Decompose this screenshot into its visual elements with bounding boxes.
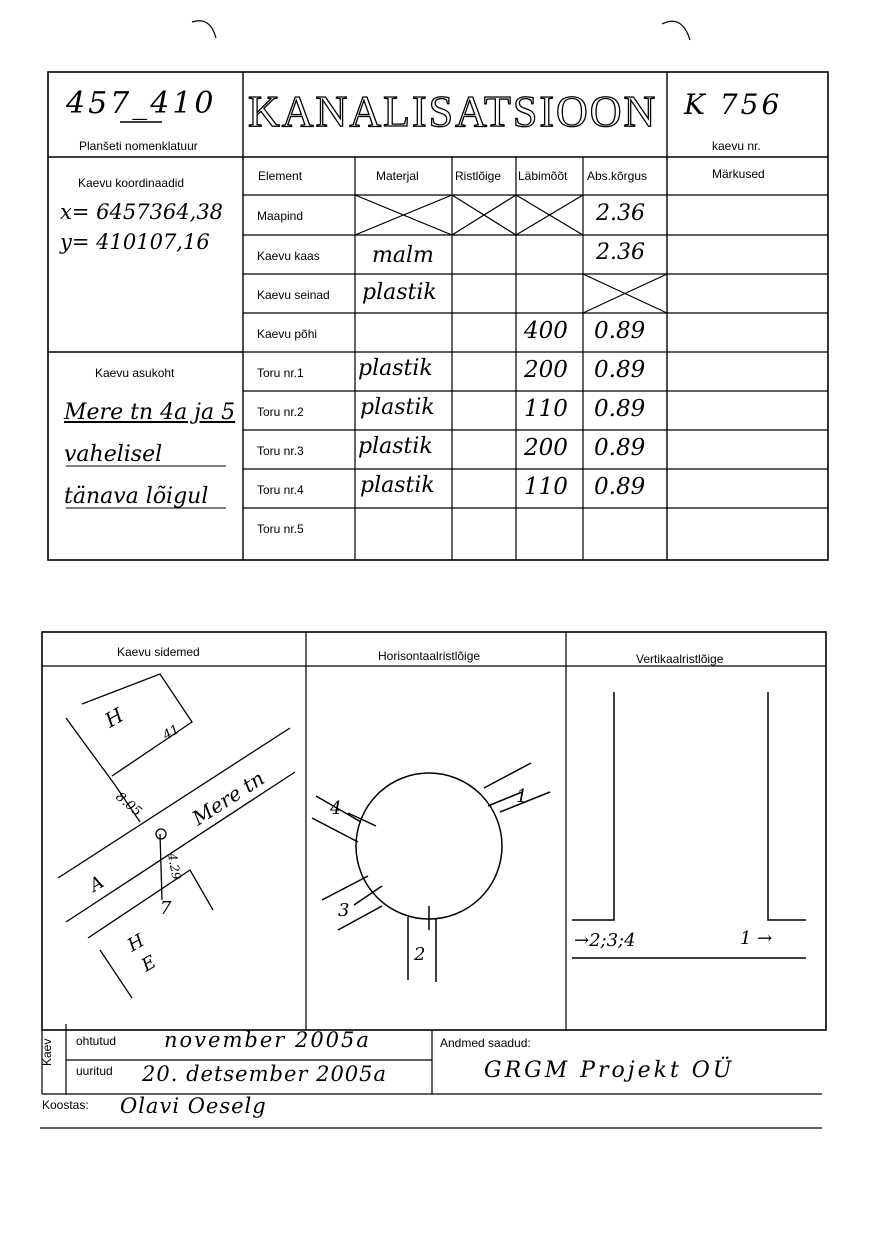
- row-material: plastik: [362, 280, 437, 305]
- row-elevation: 2.36: [596, 201, 645, 226]
- row-elevation: 0.89: [594, 435, 646, 461]
- ties-h-top: H: [100, 702, 128, 733]
- ties-41: 41: [160, 722, 183, 744]
- checked-value: november 2005a: [164, 1028, 371, 1052]
- row-element: Kaevu põhi: [257, 327, 318, 341]
- row-diameter: 200: [524, 435, 568, 461]
- pipe-label-4: 4: [330, 798, 342, 819]
- coordinate-y: y= 410107,16: [60, 230, 210, 254]
- row-elevation: 0.89: [594, 357, 646, 383]
- panels-sketch: [0, 600, 874, 1140]
- form-title: KANALISATSIOON: [248, 87, 658, 136]
- checked-label: ohtutud: [76, 1034, 117, 1048]
- nomenclature-label: Planšeti nomenklatuur: [79, 139, 198, 153]
- well-number-value: K 756: [684, 88, 783, 121]
- row-element: Toru nr.4: [257, 483, 304, 497]
- location-label: Kaevu asukoht: [95, 366, 175, 380]
- ties-e: E: [138, 951, 160, 977]
- coordinates-label: Kaevu koordinaadid: [78, 176, 185, 190]
- footer-side-label: Kaev: [40, 1038, 54, 1066]
- pipe-label-3: 3: [338, 900, 350, 921]
- row-diameter: 110: [524, 474, 568, 500]
- row-element: Kaevu kaas: [257, 249, 320, 263]
- row-diameter: 400: [524, 318, 568, 344]
- row-material: plastik: [360, 395, 435, 420]
- row-elevation: 2.36: [596, 240, 645, 265]
- location-line-1: Mere tn 4a ja 5: [64, 400, 236, 425]
- row-element: Toru nr.3: [257, 444, 304, 458]
- header-diameter: Läbimõõt: [518, 169, 568, 183]
- ties-distance-bottom: 4.29: [165, 852, 184, 881]
- row-material: plastik: [358, 434, 433, 459]
- compiled-label: Koostas:: [42, 1098, 89, 1112]
- horizontal-section: [312, 763, 550, 982]
- data-from-value: GRGM Projekt OÜ: [484, 1058, 735, 1083]
- ties-h-bottom: H: [124, 930, 149, 957]
- header-elevation: Abs.kõrgus: [587, 169, 648, 183]
- row-diameter: 110: [524, 396, 568, 422]
- coordinate-x: x= 6457364,38: [60, 200, 224, 224]
- row-elevation: 0.89: [594, 318, 646, 344]
- surveyed-value: 20. detsember 2005a: [142, 1062, 388, 1086]
- row-material: malm: [372, 243, 434, 268]
- row-element: Toru nr.5: [257, 522, 304, 536]
- ties-distance-top: 8.05: [112, 789, 145, 820]
- header-material: Materjal: [376, 169, 419, 183]
- row-diameter: 200: [524, 357, 568, 383]
- ties-street: Mere tn: [187, 765, 269, 831]
- header-element: Element: [258, 169, 303, 183]
- horizontal-title: Horisontaalristlõige: [378, 649, 481, 663]
- vertical-section: [572, 692, 806, 958]
- pipe-label-1: 1: [516, 786, 528, 807]
- surveyed-label: uuritud: [76, 1064, 113, 1078]
- row-material: plastik: [360, 473, 435, 498]
- vertical-right-label: 1 →: [740, 928, 773, 949]
- row-element: Toru nr.1: [257, 366, 304, 380]
- row-element: Kaevu seinad: [257, 288, 330, 302]
- data-from-label: Andmed saadud:: [440, 1036, 531, 1050]
- nomenclature-value: 457_410: [66, 86, 217, 121]
- location-line-3: tänava lõigul: [64, 484, 209, 509]
- ties-7: 7: [160, 898, 172, 919]
- row-element: Toru nr.2: [257, 405, 304, 419]
- row-elevation: 0.89: [594, 396, 646, 422]
- vertical-left-label: →2;3;4: [574, 930, 636, 951]
- row-material: plastik: [358, 356, 433, 381]
- ties-sketch: [58, 674, 295, 998]
- header-cross-section: Ristlõige: [455, 169, 502, 183]
- compiled-value: Olavi Oeselg: [120, 1094, 267, 1118]
- ties-a: A: [86, 871, 108, 897]
- well-number-label: kaevu nr.: [712, 139, 761, 153]
- vertical-title: Vertikaalristlõige: [636, 652, 724, 666]
- pipe-label-2: 2: [414, 944, 426, 965]
- row-elevation: 0.89: [594, 474, 646, 500]
- header-notes: Märkused: [712, 167, 765, 181]
- row-element: Maapind: [257, 209, 304, 223]
- location-line-2: vahelisel: [64, 442, 163, 467]
- ties-title: Kaevu sidemed: [117, 645, 200, 659]
